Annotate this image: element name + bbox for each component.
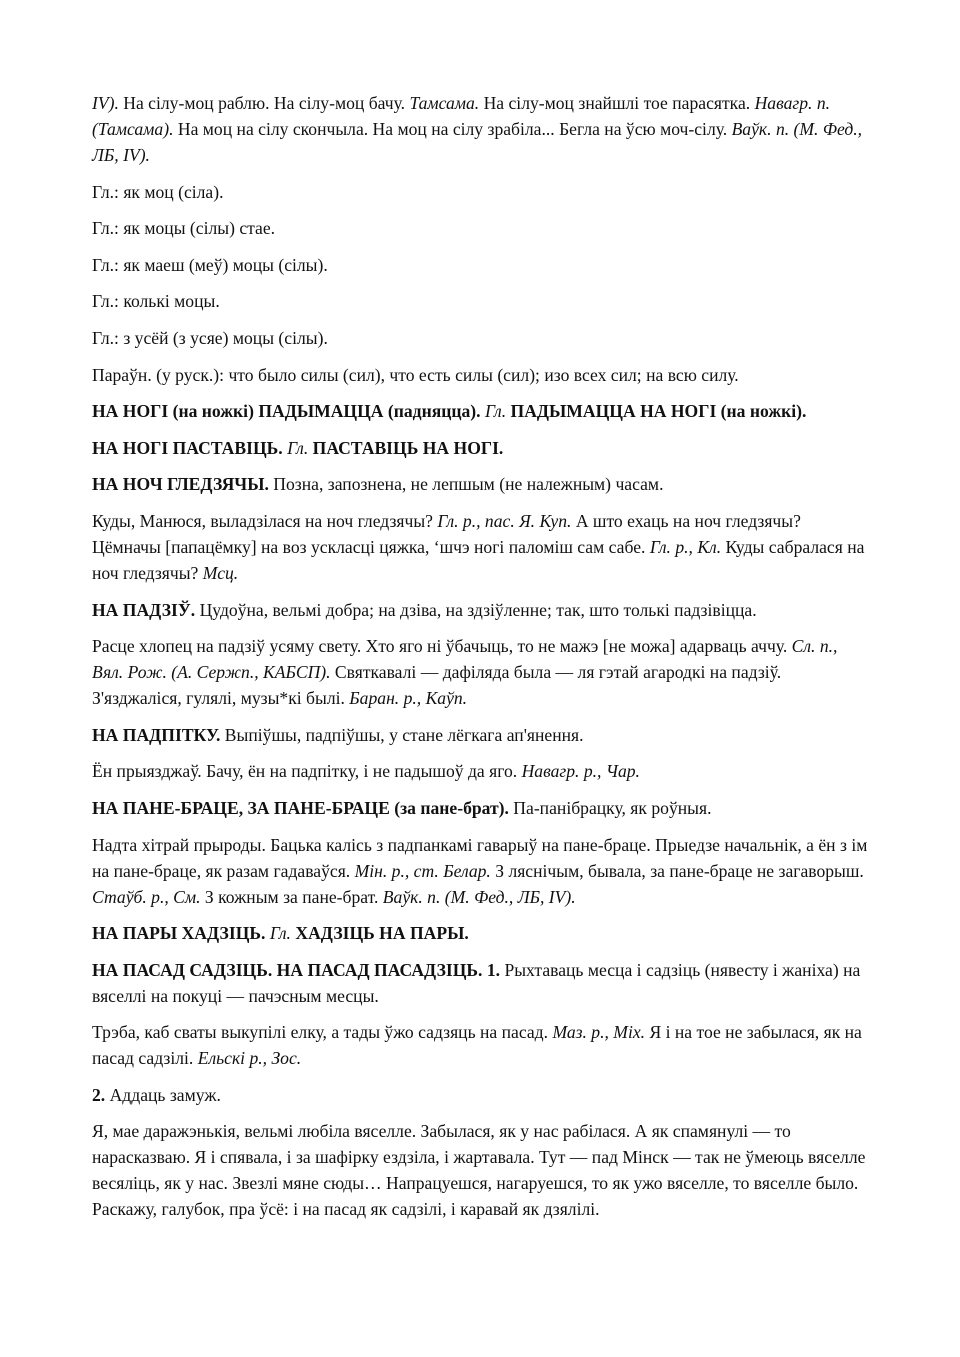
citation-source: Стаўб. р., См. <box>92 886 201 907</box>
citation-source: Баран. р., Каўп. <box>349 688 468 709</box>
dictionary-entry <box>92 920 868 946</box>
sense-number: 2. <box>92 1084 106 1105</box>
paragraph-text: Ён прыязджаў. Бачу, ён на падпітку, і не падышоў да яго. <box>92 761 522 782</box>
citation-source: Ваўк. п. (М. Фед., ЛБ, IV). <box>382 886 576 907</box>
paragraph-text: На моц на сілу скончыла. На моц на сілу зрабіла... Бегла на ўсю моч-сілу. <box>173 119 732 139</box>
paragraph-text: Расце хлопец на падзіў усяму свету. Хто яго ні ўбачыць, то не мажэ [не можа] адарваць аччу. <box>92 636 792 657</box>
paragraph-text: Трэба, каб сваты выкупілі елку, а тады ўжо садзяць на пасад. <box>92 1022 553 1043</box>
usage-examples <box>92 633 868 711</box>
citation-source: Ваўк. п. (М. Фед., ЛБ, IV). <box>92 119 863 165</box>
entry-headword: НА НОЧ ГЛЕДЗЯЧЫ. <box>92 474 269 495</box>
citation-source: Гл. р., пас. Я. Куп. <box>437 510 572 531</box>
dictionary-entry <box>92 722 868 748</box>
paragraph-text: На сілу-моц знайшлі тое парасятка. <box>479 93 755 113</box>
citation-source: Мін. р., ст. Белар. <box>354 860 491 881</box>
entry-definition: Выпіўшы, падпіўшы, у стане лёгкага ап'янення. <box>220 724 584 745</box>
usage-examples <box>92 508 868 586</box>
entry-headword: НА ПАСАД САДЗІЦЬ. НА ПАСАД ПАСАДЗІЦЬ. 1. <box>92 959 501 980</box>
usage-examples <box>92 1118 868 1222</box>
entry-headword: НА ПАДПІТКУ. <box>92 724 221 745</box>
paragraph-text: З ляснічым, бывала, за пане-браце не загаворыш. <box>490 860 864 881</box>
paragraph-text: Гл.: з усёй (з усяе) моцы (сілы). <box>92 327 328 348</box>
entry-headword: НА ПАРЫ ХАДЗІЦЬ. <box>92 923 266 944</box>
comparison-note <box>92 362 868 388</box>
cross-reference <box>92 179 868 205</box>
citation-source: Маз. р., Міх. <box>552 1022 646 1043</box>
paragraph-text: Гл.: як маеш (меў) моцы (сілы). <box>92 254 328 275</box>
citation-source: Гл. р., Кл. <box>649 536 722 557</box>
paragraph-text: А што ехаць на ноч гледзячы? Цёмначы [папацёмку] на воз ускласці цяжка, ‘шчэ ногі паломіш сам сабе. <box>92 510 801 557</box>
citation-source: Ельскі р., Зос. <box>197 1048 302 1069</box>
cross-reference <box>92 325 868 351</box>
paragraph-text: Надта хітрай прыроды. Бацька калісь з падпанкамі гаварыў на пане-браце. Прыедзе начальнік, а ён з ім на пане-браце, як разам гадаваўся. <box>92 834 868 881</box>
paragraph-text: Куды сабралася на ноч гледзячы? <box>92 536 865 583</box>
entry-headword: НА НОГІ (на ножкі) ПАДЫМАЦЦА (падняцца). <box>92 401 481 422</box>
entry-headword: НА НОГІ ПАСТАВІЦЬ. <box>92 437 283 458</box>
dictionary-entry <box>92 398 868 424</box>
usage-examples <box>92 758 868 784</box>
citation-source: Навагр. р., Чар. <box>521 761 640 782</box>
entry-definition: Аддаць замуж. <box>105 1084 221 1105</box>
citation-source: Мсц. <box>202 562 239 583</box>
see-marker: Гл. <box>269 923 291 944</box>
paragraph-text: З кожным за пане-брат. <box>200 886 383 907</box>
dictionary-entry <box>92 471 868 497</box>
entry-headword: НА ПАДЗІЎ. <box>92 599 196 620</box>
paragraph-text: Гл.: як моц (сіла). <box>92 181 224 202</box>
citation-source: Сл. п., Вял. Рож. (А. Сержп., КАБСП). <box>92 636 838 683</box>
paragraph-text: Гл.: як моцы (сілы) стае. <box>92 218 276 239</box>
dictionary-entry <box>92 795 868 821</box>
paragraph-text: Я і на тое не забылася, як на пасад садзілі. <box>92 1022 862 1069</box>
paragraph-text: Гл.: колькі моцы. <box>92 291 220 312</box>
sense-definition <box>92 1082 868 1108</box>
dictionary-entry <box>92 957 868 1009</box>
entry-reference: ПАСТАВІЦЬ НА НОГІ. <box>312 437 504 458</box>
paragraph-text: Святкавалі — дафіляда была — ля гэтай агародкі на падзіў. З'язджаліся, гулялі, музы*кі былі. <box>92 662 782 709</box>
usage-examples <box>92 1019 868 1071</box>
entry-headword: НА ПАНЕ-БРАЦЕ, ЗА ПАНЕ-БРАЦЕ (за пане-брат). <box>92 797 509 818</box>
cross-reference <box>92 288 868 314</box>
entry-reference: ПАДЫМАЦЦА НА НОГІ (на ножкі). <box>510 401 807 422</box>
paragraph-text: Параўн. (у руск.): что было силы (сил), что есть силы (сил); изо всех сил; на всю силу. <box>92 364 739 385</box>
paragraph-text: На сілу-моц раблю. На сілу-моц бачу. <box>118 93 410 113</box>
see-marker: Гл. <box>484 401 507 422</box>
citation-source: IV). <box>92 93 119 113</box>
citation-source: Навагр. п. (Тамсама). <box>92 93 831 139</box>
citation-source: Тамсама. <box>409 93 480 113</box>
entry-definition: Цудоўна, вельмі добра; на дзіва, на здзіўленне; так, што толькі падзівіцца. <box>195 599 757 620</box>
paragraph-text: Я, мае даражэнькія, вельмі любіла вяселле. Забылася, як у нас рабілася. А як спамянулі — то нарасказваю. Я і спявала, і за шафірку ездзіла, і жартавала. Тут — пад Мінск — так не ўмеюць вяселле весяліць, як у нас. Звезлі мяне сюды… Напрацуешся, нагаруешся, то як ужо вяселле, то вяселле было. Раскажу, галубок, пра ўсё: і на пасад як садзілі, і каравай як дзялілі. <box>92 1121 866 1220</box>
entry-reference: ХАДЗІЦЬ НА ПАРЫ. <box>295 923 469 944</box>
see-marker: Гл. <box>287 437 309 458</box>
dictionary-entry <box>92 597 868 623</box>
paragraph-text: Куды, Манюся, выладзілася на ноч гледзячы? <box>92 510 438 531</box>
cross-reference <box>92 215 868 241</box>
entry-definition: Па-панібрацку, як роўныя. <box>508 797 712 818</box>
entry-definition: Рыхтаваць месца і садзіць (нявесту і жаніха) на вяселлі на покуці — пачэсным месцы. <box>92 959 861 1006</box>
text-paragraph <box>92 90 868 168</box>
usage-examples <box>92 832 868 910</box>
entry-definition: Позна, запознена, не лепшым (не належным) часам. <box>268 474 664 495</box>
cross-reference <box>92 252 868 278</box>
dictionary-entry <box>92 435 868 461</box>
